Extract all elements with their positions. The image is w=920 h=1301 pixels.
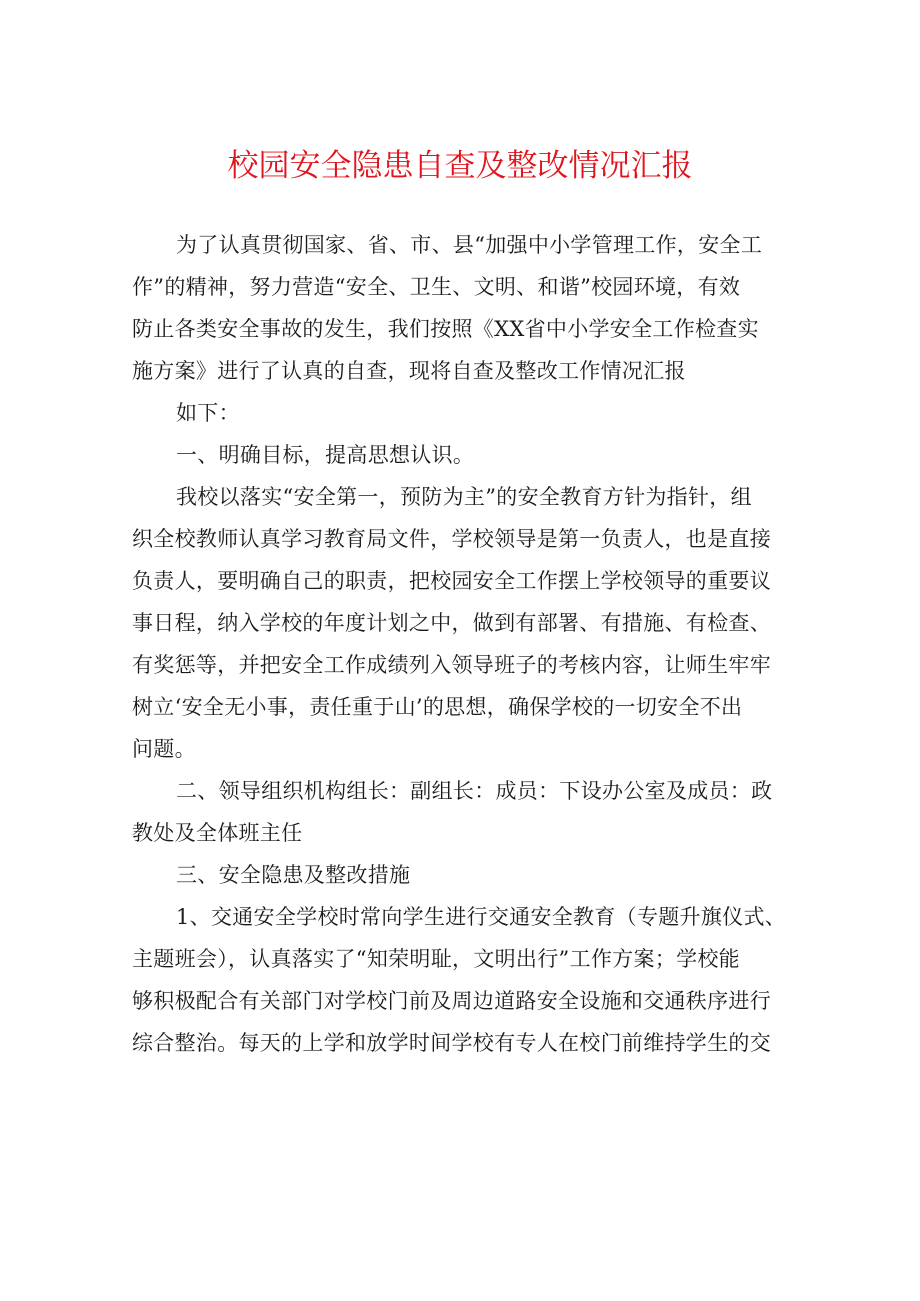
section-heading: 三、安全隐患及整改措施 (176, 863, 411, 887)
section-heading: 一、明确目标，提高思想认识。 (176, 443, 475, 467)
paragraph-line: 问题。 (132, 737, 196, 761)
paragraph-line: 教处及全体班主任 (132, 821, 303, 845)
paragraph-line: 如下： (176, 401, 240, 425)
section-heading: 二、领导组织机构组长：副组长：成员：下设办公室及成员：政 (176, 779, 773, 803)
paragraph-line: 够积极配合有关部门对学校门前及周边道路安全设施和交通秩序进行 (132, 989, 771, 1013)
paragraph-line: 树立‘安全无小事，责任重于山’的思想，确保学校的一切安全不出 (132, 695, 743, 719)
paragraph-line: 作”的精神，努力营造“安全、卫生、文明、和谐”校园环境，有效 (132, 275, 741, 299)
paragraph-line: 综合整治。每天的上学和放学时间学校有专人在校门前维持学生的交 (132, 1031, 771, 1055)
paragraph-line: 主题班会），认真落实了“知荣明耻，文明出行”工作方案；学校能 (132, 947, 740, 971)
paragraph-line: 1、交通安全学校时常向学生进行交通安全教育（专题升旗仪式、 (176, 905, 787, 929)
paragraph-line: 有奖惩等，并把安全工作成绩列入领导班子的考核内容，让师生牢牢 (132, 653, 771, 677)
paragraph-line: 事日程，纳入学校的年度计划之中，做到有部署、有措施、有检查、 (132, 611, 771, 635)
paragraph-line: 施方案》进行了认真的自查，现将自查及整改工作情况汇报 (132, 359, 686, 383)
paragraph-line: 织全校教师认真学习教育局文件，学校领导是第一负责人，也是直接 (132, 527, 771, 551)
paragraph-line: 防止各类安全事故的发生，我们按照《XX省中小学安全工作检查实 (132, 317, 759, 341)
paragraph-line: 我校以落实“安全第一，预防为主”的安全教育方针为指针，组 (176, 485, 752, 509)
paragraph-line: 负责人，要明确自己的职责，把校园安全工作摆上学校领导的重要议 (132, 569, 771, 593)
paragraph-line: 为了认真贯彻国家、省、市、县“加强中小学管理工作，安全工 (176, 233, 763, 257)
document-title: 校园安全隐患自查及整改情况汇报 (227, 148, 693, 184)
